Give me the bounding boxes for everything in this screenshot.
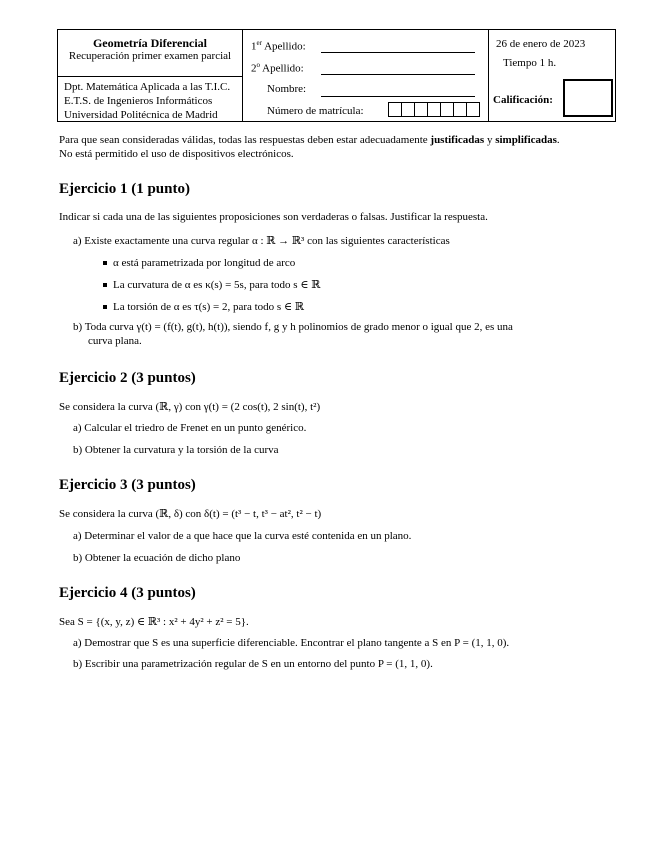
calificacion-label: Calificación: [493,94,553,106]
ej4-title: Ejercicio 4 (3 puntos) [59,585,196,601]
grade-cell [489,30,615,121]
ej1-bullet-3: La torsión de α es τ(s) = 2, para todo s ∈ ℝ [113,301,304,313]
ej1-statement: Indicar si cada una de las siguientes proposiciones son verdaderas o falsas. Justificar la respuesta. [59,211,488,223]
apellido2-row: 2$^o$ Apellido: [251,61,483,77]
student-cell [243,30,489,121]
intro-line-1: Para que sean consideradas válidas, todas las respuestas deben estar adecuadamente justificadas y simplificadas. [59,134,560,146]
apellido1-label: Apellido: [264,40,306,53]
exam-date: 26 de enero de 2023 [496,38,586,50]
ej3-statement: Se considera la curva (ℝ, δ) con δ(t) = (t³ − t, t³ − at², t² − t) [59,508,322,520]
intro-line-2: No está permitido el uso de dispositivos electrónicos. [59,148,294,160]
ej3-title: Ejercicio 3 (3 puntos) [59,477,196,493]
ej3-item-a: a) Determinar el valor de a que hace que la curva esté contenida en un plano. [73,530,412,542]
ej1-item-b-line-2: curva plana. [88,335,142,347]
bullet-icon [103,305,107,309]
nombre-label: Nombre: [267,83,307,95]
exam-title: Recuperación primer examen parcial [68,50,232,62]
ej4-item-a: a) Demostrar que S es una superficie diferenciable. Encontrar el plano tangente a S en P = (1, 1, 0). [73,637,510,649]
matricula-label: Número de matrícula: [267,105,364,117]
ej1-item-a: a) Existe exactamente una curva regular α : ℝ → ℝ³ con las siguientes características [73,235,450,247]
matricula-row [251,105,483,121]
apellido2-label: Apellido: [262,62,304,75]
apellido2-field[interactable] [321,74,475,75]
course-cell [58,30,243,121]
bullet-icon [103,261,107,265]
dept-line-1: Dpt. Matemática Aplicada a las T.I.C. [64,81,231,93]
dept-line-2: E.T.S. de Ingenieros Informáticos [64,95,213,107]
apellido1-row: 1er Apellido: [251,39,483,55]
ej2-item-a: a) Calcular el triedro de Frenet en un punto genérico. [73,422,307,434]
nombre-row [251,83,483,99]
nombre-field[interactable] [321,96,475,97]
ej1-title: Ejercicio 1 (1 punto) [59,181,190,197]
ej2-title: Ejercicio 2 (3 puntos) [59,370,196,386]
ej2-statement: Se considera la curva (ℝ, γ) con γ(t) = (2 cos(t), 2 sin(t), t²) [59,401,321,413]
bullet-icon [103,283,107,287]
exam-time: Tiempo 1 h. [503,57,557,69]
ej1-bullet-1: α está parametrizada por longitud de arco [113,257,296,269]
dept-line-3: Universidad Politécnica de Madrid [64,109,218,121]
apellido1-field[interactable] [321,52,475,53]
ej2-item-b: b) Obtener la curvatura y la torsión de la curva [73,444,279,456]
header-table [57,29,616,122]
ej1-item-b-line-1: b) Toda curva γ(t) = (f(t), g(t), h(t)), siendo f, g y h polinomios de grado menor o igual que 2, es una [73,321,513,333]
course-title: Geometría Diferencial [92,36,208,50]
ej1-bullet-2: La curvatura de α es κ(s) = 5s, para todo s ∈ ℝ [113,279,321,291]
ej3-item-b: b) Obtener la ecuación de dicho plano [73,552,241,564]
calificacion-box[interactable] [563,79,613,117]
ej4-statement: Sea S = {(x, y, z) ∈ ℝ³ : x² + 4y² + z² = 5}. [59,616,249,628]
matricula-boxes[interactable] [388,102,479,117]
ej4-item-b: b) Escribir una parametrización regular de S en un entorno del punto P = (1, 1, 0). [73,658,433,670]
